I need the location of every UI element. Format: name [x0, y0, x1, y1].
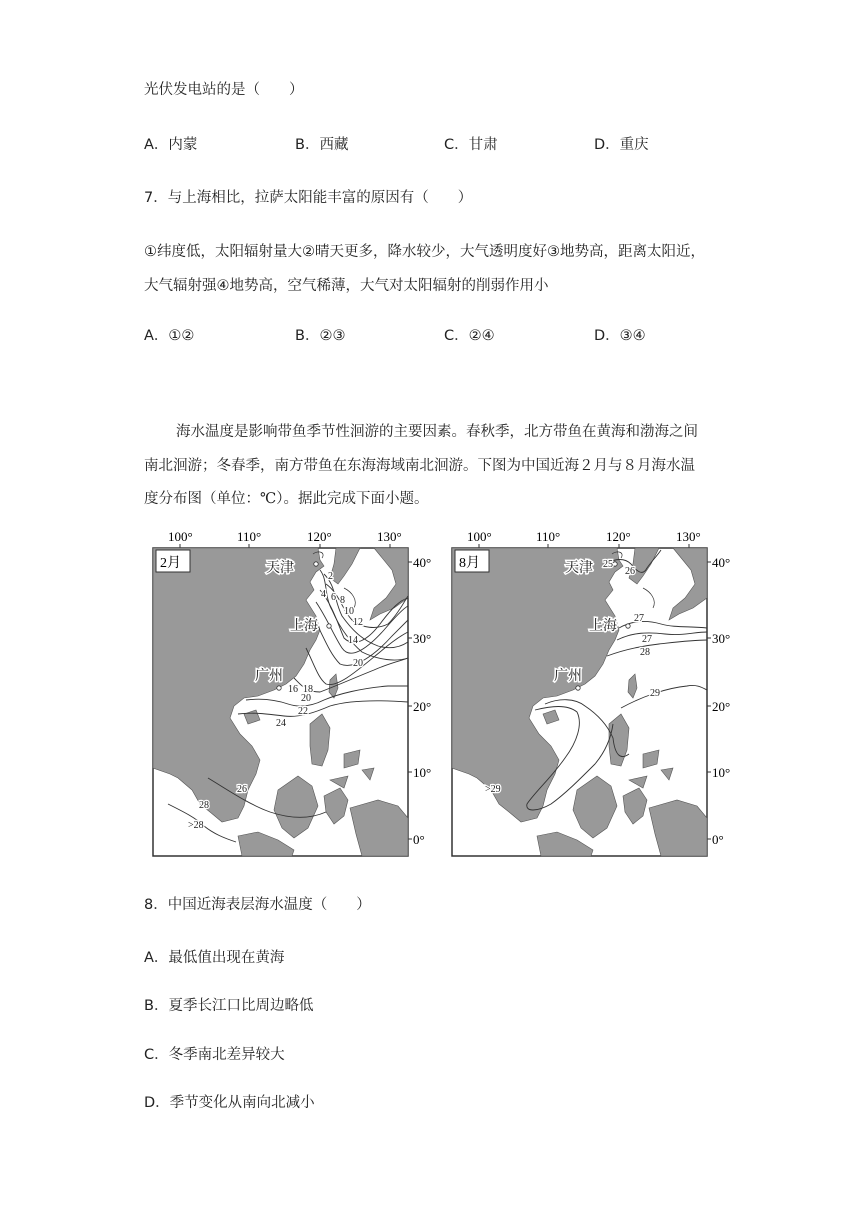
aug-city-tianjin: 天津 — [565, 561, 593, 576]
aug-lat-30: 30° — [712, 631, 731, 646]
feb-isotherm-20b: 20 — [301, 693, 311, 704]
aug-isotherm-27a: 27 — [634, 613, 644, 624]
feb-sst-map — [148, 528, 438, 860]
aug-lat-40: 40° — [712, 555, 731, 570]
aug-city-guangzhou: 广州 — [554, 669, 582, 684]
feb-lon-110: 110° — [237, 529, 262, 544]
feb-city-guangzhou: 广州 — [255, 669, 283, 684]
aug-map-title: 8月 — [459, 556, 480, 571]
aug-isotherm-26: 26 — [625, 566, 635, 577]
feb-isotherm-24: 24 — [276, 718, 286, 729]
aug-isotherm-25: 25 — [603, 559, 613, 570]
feb-isotherm-16: 16 — [288, 684, 298, 695]
feb-isotherm-14: 14 — [348, 635, 358, 646]
feb-lat-40: 40° — [413, 555, 432, 570]
feb-lat-20: 20° — [413, 699, 432, 714]
aug-lon-130: 130° — [676, 529, 701, 544]
q6-option-b[interactable]: B．西藏 — [295, 137, 349, 153]
q6-option-a[interactable]: A．内蒙 — [144, 137, 198, 153]
feb-isotherm-4: 4 — [321, 589, 326, 600]
feb-isotherm-18: 18 — [303, 684, 313, 695]
feb-lat-10: 10° — [413, 765, 432, 780]
feb-isotherm-gt28: >28 — [188, 820, 204, 831]
q8-stem: 8．中国近海表层海水温度（ ） — [144, 897, 371, 913]
aug-isotherm-gt29: >29 — [485, 784, 501, 795]
q7-statements-line2: 大气辐射强④地势高，空气稀薄，大气对太阳辐射的削弱作用小 — [144, 278, 549, 294]
feb-lon-100: 100° — [168, 529, 193, 544]
aug-isotherm-27b: 27 — [642, 634, 652, 645]
feb-isotherm-26: 26 — [237, 784, 247, 795]
aug-isotherm-28: 28 — [640, 647, 650, 658]
feb-city-shanghai: 上海 — [290, 619, 318, 634]
feb-isotherm-8: 8 — [340, 595, 345, 606]
q8-option-c[interactable]: C．冬季南北差异较大 — [144, 1047, 285, 1063]
aug-city-shanghai: 上海 — [589, 619, 617, 634]
feb-isotherm-20a: 20 — [353, 658, 363, 669]
feb-lon-120: 120° — [307, 529, 332, 544]
q7-option-d[interactable]: D．③④ — [594, 328, 646, 344]
q7-statements-line1: ①纬度低，太阳辐射量大②晴天更多，降水较少，大气透明度好③地势高，距离太阳近， — [144, 244, 705, 260]
aug-lon-120: 120° — [606, 529, 631, 544]
q8-option-d[interactable]: D．季节变化从南向北减小 — [144, 1095, 315, 1111]
aug-lon-100: 100° — [467, 529, 492, 544]
aug-lat-20: 20° — [712, 699, 731, 714]
q8-option-b[interactable]: B．夏季长江口比周边略低 — [144, 998, 314, 1014]
feb-lat-30: 30° — [413, 631, 432, 646]
passage-line2: 南北洄游；冬春季，南方带鱼在东海海域南北洄游。下图为中国近海２月与８月海水温 — [144, 458, 695, 474]
q7-option-a[interactable]: A．①② — [144, 328, 195, 344]
feb-isotherm-6: 6 — [331, 592, 336, 603]
feb-isotherm-10: 10 — [344, 606, 354, 617]
q7-option-c[interactable]: C．②④ — [444, 328, 495, 344]
feb-city-tianjin: 天津 — [266, 561, 294, 576]
feb-lon-130: 130° — [377, 529, 402, 544]
feb-isotherm-28: 28 — [199, 800, 209, 811]
passage-line1: 海水温度是影响带鱼季节性洄游的主要因素。春秋季，北方带鱼在黄海和渤海之间 — [176, 424, 698, 440]
feb-isotherm-22: 22 — [298, 706, 308, 717]
q6-option-c[interactable]: C．甘肃 — [444, 137, 498, 153]
aug-isotherm-29: 29 — [650, 688, 660, 699]
feb-isotherm-12: 12 — [353, 617, 363, 628]
q6-option-d[interactable]: D．重庆 — [594, 137, 649, 153]
q8-option-a[interactable]: A．最低值出现在黄海 — [144, 950, 285, 966]
feb-lat-0: 0° — [413, 832, 425, 847]
q6-tail: 光伏发电站的是（ ） — [144, 82, 304, 98]
aug-lon-110: 110° — [536, 529, 561, 544]
q7-option-b[interactable]: B．②③ — [295, 328, 346, 344]
aug-lat-10: 10° — [712, 765, 731, 780]
aug-lat-0: 0° — [712, 832, 724, 847]
feb-isotherm-2: 2 — [328, 571, 333, 582]
passage-line3: 度分布图（单位：℃）。据此完成下面小题。 — [144, 491, 429, 507]
feb-map-title: 2月 — [160, 556, 181, 571]
aug-sst-map — [447, 528, 737, 860]
q7-stem: 7．与上海相比，拉萨太阳能丰富的原因有（ ） — [144, 190, 473, 206]
